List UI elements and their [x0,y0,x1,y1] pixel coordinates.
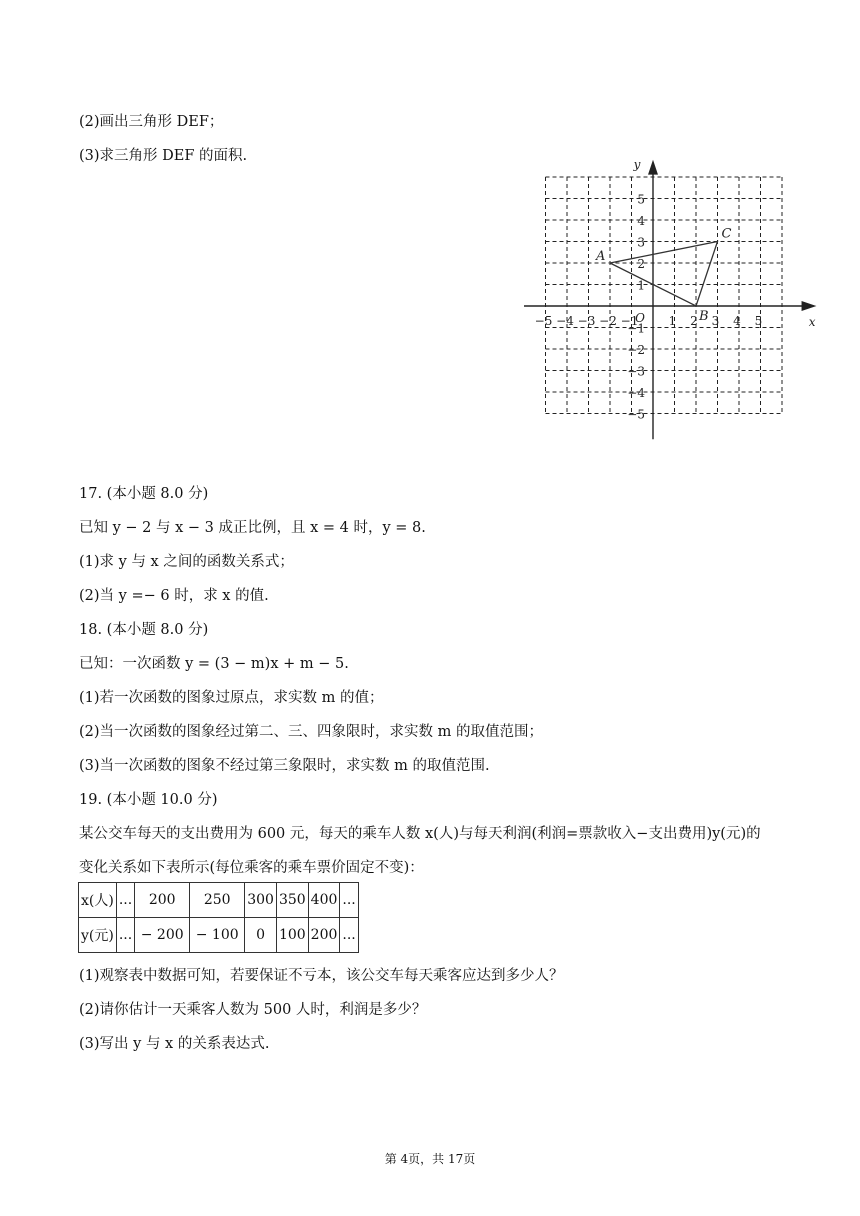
point-labels [595,227,732,325]
x-tick-label: 1 [668,314,677,328]
y-tick-label: −3 [627,364,645,379]
y-tick-label: −4 [627,386,645,400]
x-tick-label: −4 [556,314,574,328]
triangle-abc [610,242,718,307]
table-row-y [79,918,359,953]
x-axis-label: x [808,315,816,329]
table-cell: 250 [190,883,245,918]
y-tick-label: −5 [627,407,645,422]
coordinate-figure [515,157,816,443]
table-cell: 100 [276,918,308,953]
y-tick-label: 1 [637,278,645,293]
origin-label: O [635,311,645,325]
triangle-abc-shape [610,242,718,307]
q18-part1: (1)若一次函数的图象过原点，求实数 m 的值； [79,690,384,706]
table-cell: 0 [245,918,277,953]
table-cell: 200 [135,883,190,918]
q16-part2: (2)画出三角形 DEF； [79,114,224,130]
q17-stem: 已知 y − 2 与 x − 3 成正比例，且 x = 4 时，y = 8. [79,520,426,536]
y-tick-label: 2 [637,257,645,271]
q18-part3: (3)当一次函数的图象不经过第三象限时，求实数 m 的取值范围. [79,758,490,774]
tick-labels [535,157,816,421]
table-cell: ... [116,883,134,918]
q18-part2: (2)当一次函数的图象经过第二、三、四象限时，求实数 m 的取值范围； [79,724,544,740]
q19-heading: 19. (本小题 10.0 分) [79,792,218,808]
table-cell: ... [340,883,358,918]
x-tick-label: −3 [577,314,596,328]
table-cell: ... [116,918,134,953]
table-cell: 350 [276,883,308,918]
y-tick-label: −2 [627,343,645,357]
table-cell: 300 [245,883,277,918]
table-row-x [79,883,359,918]
page-footer: 第 4页，共 17页 [384,1152,476,1166]
point-label-c: C [721,226,732,242]
q19-stem-line2: 变化关系如下表所示(每位乘客的乘车票价固定不变)： [79,860,424,876]
table-cell: x(人) [79,883,117,918]
table-cell: − 200 [135,918,190,953]
y-axis-arrow [649,162,657,174]
x-tick-label: 3 [711,314,720,328]
q17-heading: 17. (本小题 8.0 分) [79,486,209,502]
y-tick-label: 4 [637,214,645,228]
x-tick-label: 4 [733,314,741,328]
point-label-a: A [596,249,606,264]
axes [524,162,814,439]
table-cell: 200 [308,918,340,953]
table-cell: 400 [308,883,340,918]
x-tick-label: 2 [690,314,698,328]
y-axis-label: y [633,157,641,172]
q19-part2: (2)请你估计一天乘客人数为 500 人时，利润是多少？ [79,1002,427,1018]
q17-part1: (1)求 y 与 x 之间的函数关系式； [79,554,294,570]
q16-part3: (3)求三角形 DEF 的面积. [79,148,248,164]
x-axis-arrow [802,302,814,310]
table-cell: ... [340,918,358,953]
point-label-b: B [699,309,709,324]
table-cell: − 100 [190,918,245,953]
y-tick-label: 5 [637,192,645,207]
passenger-profit-table [78,882,359,953]
x-tick-label: −5 [534,314,553,328]
q17-part2: (2)当 y =− 6 时，求 x 的值. [79,588,269,604]
q18-heading: 18. (本小题 8.0 分) [79,622,209,638]
q18-stem: 已知：一次函数 y = (3 − m)x + m − 5. [79,656,349,672]
dashed-grid [546,177,783,414]
x-tick-label: 5 [754,314,763,328]
y-tick-label: −1 [627,321,645,336]
x-tick-label: −2 [599,314,617,328]
y-tick-label: 3 [637,235,645,250]
table-cell: y(元) [79,918,117,953]
q19-stem-line1: 某公交车每天的支出费用为 600 元，每天的乘车人数 x(人)与每天利润(利润=票款收入−支出费用)y(元)的 [79,826,761,842]
q19-part1: (1)观察表中数据可知，若要保证不亏本，该公交车每天乘客应达到多少人？ [79,968,564,984]
q19-part3: (3)写出 y 与 x 的关系表达式. [79,1036,270,1052]
x-tick-label: −1 [620,314,639,328]
